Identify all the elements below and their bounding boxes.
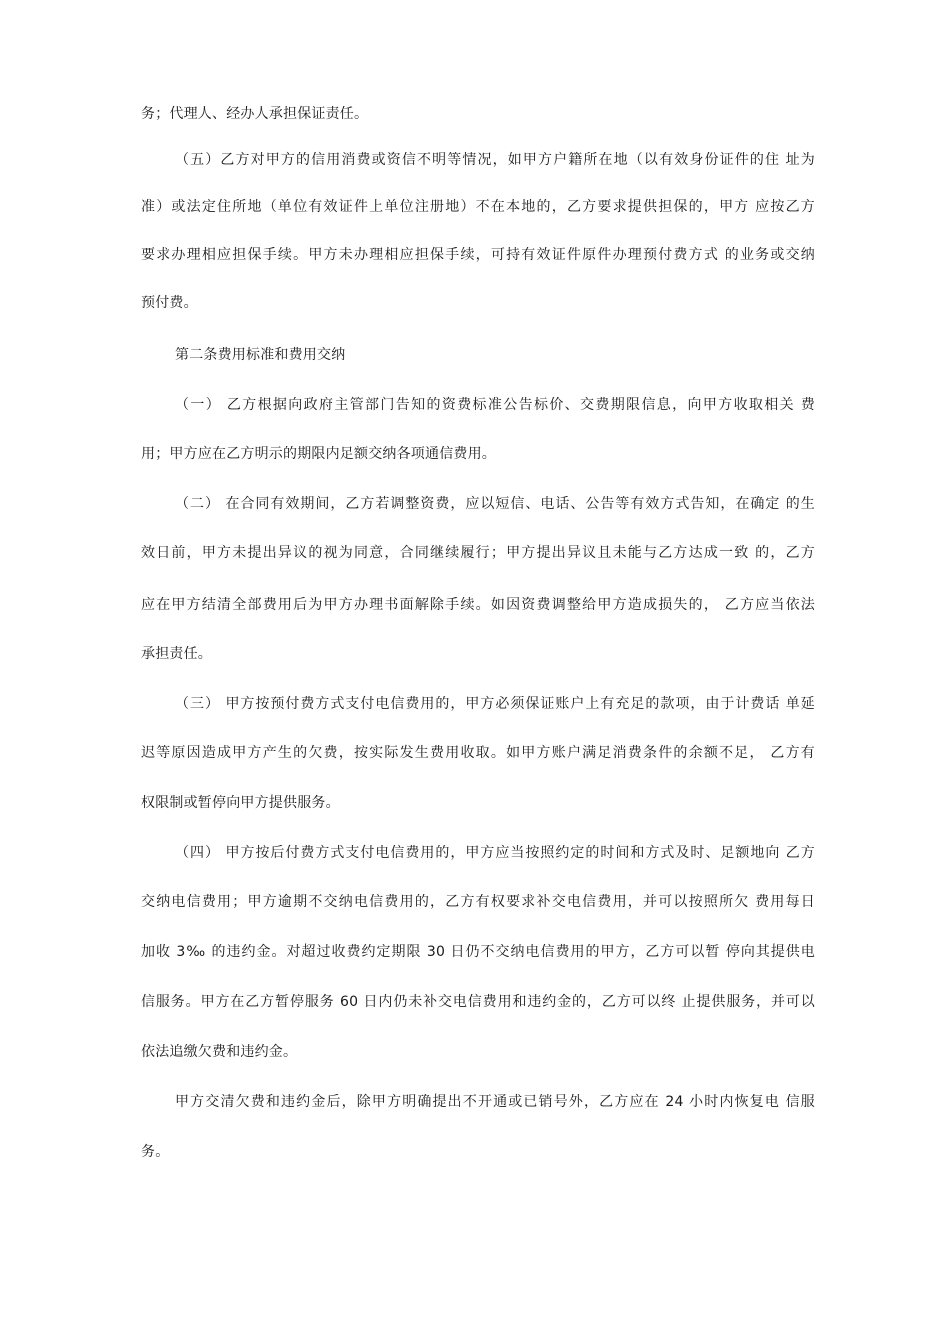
text-line: 甲方交清欠费和违约金后，除甲方明确提出不开通或已销号外，乙方应在 24 小时内恢复电 信服 [175, 1094, 815, 1110]
text-line: 用；甲方应在乙方明示的期限内足额交纳各项通信费用。 [141, 446, 496, 462]
text-line: 权限制或暂停向甲方提供服务。 [141, 795, 340, 811]
text-line: 依法追缴欠费和违约金。 [141, 1044, 298, 1060]
text-line: （五）乙方对甲方的信用消费或资信不明等情况，如甲方户籍所在地（以有效身份证件的住 址为 [175, 152, 815, 168]
text-line: （四） 甲方按后付费方式支付电信费用的，甲方应当按照约定的时间和方式及时、足额地向 乙方 [175, 845, 815, 861]
text-line: 预付费。 [141, 295, 198, 311]
text-line: 加收 3‰ 的违约金。对超过收费约定期限 30 日仍不交纳电信费用的甲方，乙方可以暂 停向其提供电 [141, 944, 815, 960]
text-line: 承担责任。 [141, 646, 212, 662]
text-line: 信服务。甲方在乙方暂停服务 60 日内仍未补交电信费用和违约金的，乙方可以终 止提供服务，并可以 [141, 994, 815, 1010]
text-line: 务。 [141, 1144, 170, 1160]
text-line: 效日前，甲方未提出异议的视为同意，合同继续履行；甲方提出异议且未能与乙方达成一致 的，乙方 [141, 545, 815, 561]
text-line: 交纳电信费用；甲方逾期不交纳电信费用的，乙方有权要求补交电信费用，并可以按照所欠 费用每日 [141, 894, 815, 910]
text-line: （三） 甲方按预付费方式支付电信费用的，甲方必须保证账户上有充足的款项，由于计费话 单延 [175, 696, 815, 712]
text-line: 准）或法定住所地（单位有效证件上单位注册地）不在本地的，乙方要求提供担保的，甲方 应按乙方 [141, 199, 815, 215]
text-line: （二） 在合同有效期间，乙方若调整资费，应以短信、电话、公告等有效方式告知，在确定 的生 [175, 496, 815, 512]
text-line: 应在甲方结清全部费用后为甲方办理书面解除手续。如因资费调整给甲方造成损失的， 乙方应当依法 [141, 597, 815, 613]
text-line: 迟等原因造成甲方产生的欠费，按实际发生费用收取。如甲方账户满足消费条件的余额不足， 乙方有 [141, 745, 815, 761]
text-line: 要求办理相应担保手续。甲方未办理相应担保手续，可持有效证件原件办理预付费方式 的业务或交纳 [141, 247, 815, 263]
text-line: 务；代理人、经办人承担保证责任。 [141, 106, 369, 122]
section-heading: 第二条费用标准和费用交纳 [175, 347, 346, 363]
text-line: （一） 乙方根据向政府主管部门告知的资费标准公告标价、交费期限信息，向甲方收取相关 费 [175, 397, 815, 413]
